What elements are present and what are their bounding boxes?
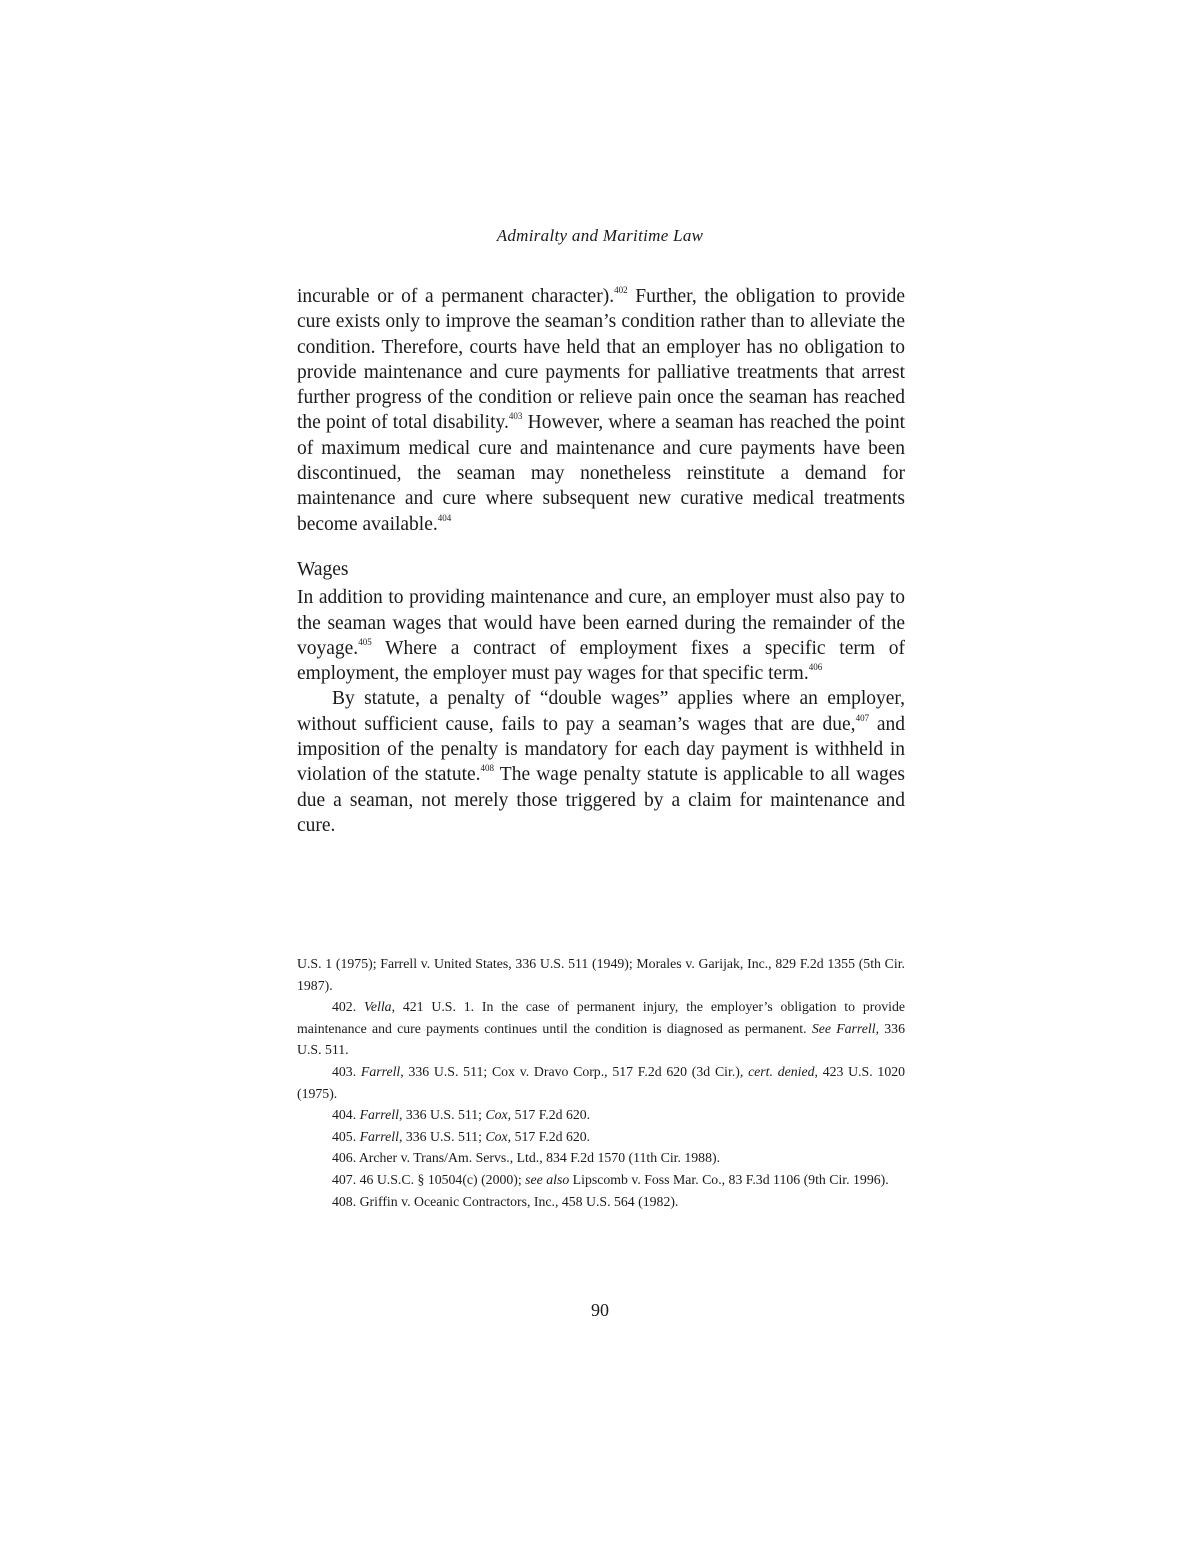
footnote-number: 404. bbox=[332, 1107, 360, 1123]
case-name: Cox bbox=[485, 1128, 508, 1144]
text-run: Further, the obligation to provide cure exists only to improve the seaman’s condition rather than to alleviate the condition. Therefore, courts have held that an employer has no obligation to provide maintenance and cure payments for palliative treatments that arrest further progress of the condition or relieve pain once the seaman has reached the point of total disability. bbox=[297, 286, 905, 434]
footnote-text: , 517 F.2d 620. bbox=[507, 1107, 591, 1123]
footnote-text: 46 U.S.C. § 10504(c) (2000); bbox=[359, 1171, 526, 1187]
case-name: Vella bbox=[363, 999, 392, 1015]
text-run: incurable or of a permanent character). bbox=[297, 286, 615, 307]
footnote-406: 406. Archer v. Trans/Am. Servs., Ltd., 834 F.2d 1570 (11th Cir. 1988). bbox=[332, 1150, 721, 1166]
footnote-403 bbox=[297, 1061, 905, 1104]
footnote-text: , 336 U.S. 511; bbox=[398, 1128, 486, 1144]
paragraph bbox=[297, 686, 905, 838]
signal: see also bbox=[525, 1171, 570, 1187]
paragraph bbox=[297, 284, 905, 537]
footnote-text: , 423 U.S. 1020 (1975). bbox=[297, 1063, 906, 1101]
footnote-408: 408. Griffin v. Oceanic Contractors, Inc., 458 U.S. 564 (1982). bbox=[332, 1193, 679, 1209]
footnote-405 bbox=[297, 1126, 905, 1148]
case-name: Farrell bbox=[359, 1128, 399, 1144]
footnote-404 bbox=[297, 1104, 905, 1126]
case-name: Cox bbox=[485, 1107, 508, 1123]
text-run: In addition to providing maintenance and cure, an employer must also pay to the seaman wages that would have been earned during the remainder of the voyage. bbox=[297, 587, 905, 659]
footnote-number: 403. bbox=[332, 1063, 361, 1079]
text-run: Where a contract of employment fixes a specific term of employment, the employer must pay wages for that specific term. bbox=[297, 637, 905, 685]
text-run: However, where a seaman has reached the point of maximum medical cure and maintenance and cure payments have been discontinued, the seaman may nonetheless reinstitute a demand for maintenance and cure where subsequent new curative medical treatments become available. bbox=[297, 412, 905, 535]
footnote-ref-407[interactable]: 407 bbox=[855, 712, 870, 723]
footnote-text: , 336 U.S. 511; bbox=[398, 1107, 486, 1123]
footnote-continued: U.S. 1 (1975); Farrell v. United States, 336 U.S. 511 (1949); Morales v. Garijak, Inc., 829 F.2d 1355 (5th Cir. 1987). bbox=[297, 956, 905, 993]
footnote-407 bbox=[297, 1169, 905, 1191]
footnote-text: , 421 U.S. 1. In the case of permanent injury, the employer’s obligation to provide maintenance and cure payments continues until the condition is diagnosed as permanent. bbox=[297, 999, 906, 1036]
text-run: and imposition of the penalty is mandatory for each day payment is withheld in violation of the statute. bbox=[297, 713, 906, 786]
footnote-number: 402. bbox=[332, 999, 364, 1015]
main-text bbox=[297, 284, 905, 838]
text-run: The wage penalty statute is applicable to all wages due a seaman, not merely those triggered by a claim for maintenance and cure. bbox=[297, 764, 905, 836]
footnote-ref-408[interactable]: 408 bbox=[480, 763, 495, 774]
footnote-ref-402[interactable]: 402 bbox=[614, 285, 628, 295]
footnote-text: , 336 U.S. 511. bbox=[297, 1020, 905, 1058]
footnote-ref-405[interactable]: 405 bbox=[358, 636, 372, 647]
footnote-ref-406[interactable]: 406 bbox=[808, 662, 823, 673]
footnotes bbox=[297, 953, 905, 1212]
footnote-text: , 517 F.2d 620. bbox=[507, 1128, 591, 1144]
signal: cert. denied bbox=[748, 1063, 815, 1079]
page-number: 90 bbox=[591, 1300, 609, 1320]
paragraph bbox=[297, 585, 905, 686]
section-heading-wages: Wages bbox=[297, 558, 349, 580]
case-name: Farrell bbox=[359, 1107, 399, 1123]
footnote-number: 407. bbox=[332, 1171, 360, 1187]
signal: See Farrell bbox=[811, 1020, 876, 1036]
footnote-number: 405. bbox=[332, 1128, 360, 1144]
footnote-ref-403[interactable]: 403 bbox=[508, 411, 523, 422]
case-name: Farrell bbox=[360, 1063, 401, 1079]
running-head: Admiralty and Maritime Law bbox=[496, 226, 704, 245]
footnote-402 bbox=[297, 996, 905, 1061]
footnote-ref-404[interactable]: 404 bbox=[437, 512, 452, 523]
footnote-text: Lipscomb v. Foss Mar. Co., 83 F.3d 1106 (9th Cir. 1996). bbox=[569, 1171, 889, 1187]
footnote-text: , 336 U.S. 511; Cox v. Dravo Corp., 517 F.2d 620 (3d Cir.), bbox=[400, 1063, 749, 1079]
text-run: By statute, a penalty of “double wages” applies where an employer, without sufficient cause, fails to pay a seaman’s wages that are due, bbox=[297, 688, 905, 735]
